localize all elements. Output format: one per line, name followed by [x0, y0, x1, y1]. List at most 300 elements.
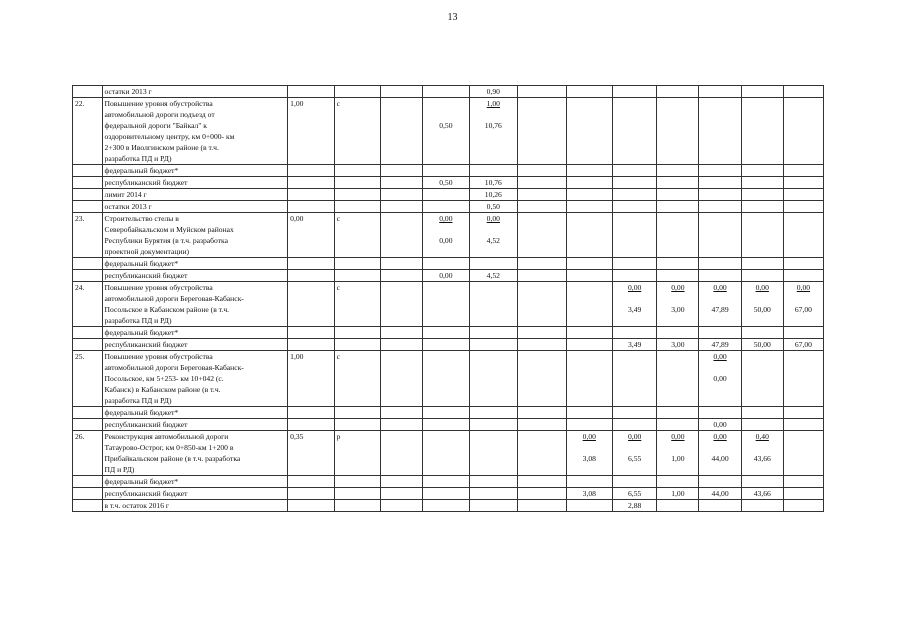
cell-c12	[783, 476, 823, 488]
cell-c4	[423, 98, 469, 165]
cell-c9	[657, 98, 699, 165]
cell-c10	[699, 213, 741, 258]
cell-c12	[783, 351, 823, 407]
cell-c7	[566, 488, 612, 500]
cell-c12	[783, 177, 823, 189]
description-line: федеральный бюджет*	[104, 408, 179, 417]
row-number	[73, 500, 103, 512]
cell-c11	[741, 98, 783, 165]
table-row	[73, 270, 824, 282]
cell-value	[615, 293, 654, 304]
cell-c2	[334, 86, 380, 98]
cell-c3	[380, 258, 422, 270]
cell-c8	[613, 98, 657, 165]
cell-c2: р	[334, 431, 380, 476]
cell-value	[425, 98, 466, 109]
cell-c1	[288, 201, 334, 213]
description-line: разработка ПД и РД)	[104, 396, 172, 405]
row-description	[102, 201, 288, 213]
cell-value	[472, 224, 516, 235]
cell-c2	[334, 165, 380, 177]
cell-c8	[613, 165, 657, 177]
cell-value	[701, 293, 738, 304]
cell-c7	[566, 407, 612, 419]
table-row	[73, 165, 824, 177]
cell-value: 0,00	[628, 283, 642, 292]
cell-value	[744, 442, 781, 453]
cell-c10	[699, 407, 741, 419]
cell-value	[659, 442, 696, 453]
cell-c5	[469, 189, 518, 201]
cell-c5	[469, 86, 518, 98]
cell-c7	[566, 213, 612, 258]
description-line: Республики Бурятия (в т.ч. разработка	[104, 236, 228, 245]
cell-c10	[699, 270, 741, 282]
cell-c3	[380, 407, 422, 419]
cell-c10	[699, 431, 741, 476]
cell-c2	[334, 488, 380, 500]
description-line: Реконструкция автомобильной дороги	[104, 432, 229, 441]
cell-c7	[566, 258, 612, 270]
cell-value: 0,00	[671, 283, 685, 292]
cell-c11	[741, 351, 783, 407]
cell-value	[659, 293, 696, 304]
cell-value: 0,00	[439, 214, 453, 223]
cell-c5	[469, 270, 518, 282]
description-line: республиканский бюджет	[104, 420, 188, 429]
cell-c8	[613, 431, 657, 476]
description-line: проектной документации)	[104, 247, 190, 256]
cell-value	[569, 442, 610, 453]
cell-c5	[469, 500, 518, 512]
cell-c10	[699, 500, 741, 512]
cell-c10	[699, 165, 741, 177]
cell-c8	[613, 213, 657, 258]
cell-c4	[423, 177, 469, 189]
cell-c11	[741, 431, 783, 476]
cell-c6	[518, 258, 567, 270]
cell-c11	[741, 282, 783, 327]
cell-c4	[423, 282, 469, 327]
cell-c2	[334, 189, 380, 201]
cell-c10	[699, 476, 741, 488]
cell-c7	[566, 98, 612, 165]
cell-c11	[741, 258, 783, 270]
cell-c9	[657, 351, 699, 407]
cell-c6	[518, 419, 567, 431]
cell-value: 0,00	[628, 432, 642, 441]
page-number: 13	[447, 12, 458, 23]
table-row	[73, 189, 824, 201]
cell-c1: 0,35	[288, 431, 334, 476]
cell-value: 0,50	[439, 121, 453, 130]
row-description	[102, 270, 288, 282]
table-row	[73, 476, 824, 488]
description-line: Повышение уровня обустройства	[104, 99, 213, 108]
cell-c4	[423, 270, 469, 282]
cell-c12	[783, 431, 823, 476]
cell-value	[472, 109, 516, 120]
cell-c3	[380, 500, 422, 512]
cell-c12	[783, 98, 823, 165]
cell-c5	[469, 351, 518, 407]
cell-c5	[469, 177, 518, 189]
table-row	[73, 86, 824, 98]
cell-value: 1,00	[486, 99, 500, 108]
cell-c7	[566, 270, 612, 282]
cell-c8	[613, 201, 657, 213]
cell-value: 0,50	[486, 202, 500, 211]
cell-c7	[566, 431, 612, 476]
cell-c8	[613, 270, 657, 282]
cell-value: 0,90	[486, 87, 500, 96]
row-description	[102, 177, 288, 189]
cell-c4	[423, 201, 469, 213]
cell-value: 0,00	[796, 283, 811, 292]
cell-c1: 0,00	[288, 213, 334, 258]
cell-value: 3,08	[582, 489, 596, 498]
cell-c6	[518, 270, 567, 282]
cell-c2	[334, 270, 380, 282]
cell-c9	[657, 213, 699, 258]
description-line: ПД и РД)	[104, 465, 135, 474]
cell-value: 0,00	[713, 374, 727, 383]
cell-c2	[334, 407, 380, 419]
cell-c8	[613, 351, 657, 407]
cell-c10	[699, 258, 741, 270]
table-row	[73, 177, 824, 189]
cell-c8	[613, 86, 657, 98]
cell-c1	[288, 339, 334, 351]
row-number: 26.	[73, 431, 103, 476]
description-line: разработка ПД и РД)	[104, 154, 172, 163]
cell-value: 43,66	[753, 454, 771, 463]
cell-c4	[423, 189, 469, 201]
cell-c10	[699, 201, 741, 213]
cell-c5	[469, 407, 518, 419]
cell-c9	[657, 86, 699, 98]
cell-c4	[423, 488, 469, 500]
row-description	[102, 431, 288, 476]
cell-c4	[423, 86, 469, 98]
cell-c7	[566, 282, 612, 327]
description-line: федеральный бюджет*	[104, 259, 179, 268]
cell-value: 50,00	[753, 305, 771, 314]
cell-c6	[518, 201, 567, 213]
cell-c1	[288, 488, 334, 500]
cell-c12	[783, 488, 823, 500]
cell-c10	[699, 488, 741, 500]
cell-c4	[423, 339, 469, 351]
cell-c7	[566, 201, 612, 213]
cell-c12	[783, 213, 823, 258]
cell-c10	[699, 86, 741, 98]
cell-c3	[380, 189, 422, 201]
cell-value	[425, 224, 466, 235]
cell-c1	[288, 258, 334, 270]
cell-value: 10,76	[484, 178, 502, 187]
cell-c11	[741, 488, 783, 500]
cell-value: 0,00	[486, 214, 500, 223]
cell-c1	[288, 419, 334, 431]
cell-c3	[380, 165, 422, 177]
cell-c11	[741, 189, 783, 201]
cell-c9	[657, 327, 699, 339]
row-description	[102, 213, 288, 258]
table-row	[73, 500, 824, 512]
cell-c6	[518, 327, 567, 339]
cell-c2	[334, 201, 380, 213]
table-row	[73, 201, 824, 213]
description-line: федеральный бюджет*	[104, 166, 179, 175]
cell-c3	[380, 270, 422, 282]
cell-value: 0,00	[713, 432, 727, 441]
cell-c12	[783, 339, 823, 351]
cell-c11	[741, 339, 783, 351]
cell-c3	[380, 201, 422, 213]
cell-c10	[699, 189, 741, 201]
description-line: разработка ПД и РД)	[104, 316, 172, 325]
cell-value: 47,89	[711, 340, 729, 349]
cell-c2: с	[334, 213, 380, 258]
cell-value	[744, 293, 781, 304]
row-description	[102, 339, 288, 351]
cell-c5	[469, 165, 518, 177]
cell-c4	[423, 419, 469, 431]
table-row	[73, 213, 824, 258]
cell-c4	[423, 407, 469, 419]
row-description	[102, 351, 288, 407]
cell-c11	[741, 500, 783, 512]
cell-c12	[783, 419, 823, 431]
cell-c1	[288, 407, 334, 419]
cell-c2	[334, 476, 380, 488]
cell-c7	[566, 476, 612, 488]
cell-c9	[657, 201, 699, 213]
cell-c9	[657, 500, 699, 512]
cell-c11	[741, 407, 783, 419]
cell-c1	[288, 165, 334, 177]
row-number	[73, 327, 103, 339]
cell-c6	[518, 339, 567, 351]
cell-value: 3,49	[628, 305, 642, 314]
cell-value: 50,00	[753, 340, 771, 349]
row-description	[102, 189, 288, 201]
cell-value: 3,08	[582, 454, 596, 463]
cell-c1: 1,00	[288, 351, 334, 407]
cell-c2	[334, 177, 380, 189]
cell-c1	[288, 327, 334, 339]
cell-c9	[657, 282, 699, 327]
description-line: автомобильной дороги подъезд от	[104, 110, 215, 119]
table-row	[73, 351, 824, 407]
description-line: Посольское, км 5+253- км 10+042 (с.	[104, 374, 224, 383]
row-number	[73, 189, 103, 201]
cell-c8	[613, 476, 657, 488]
cell-c11	[741, 270, 783, 282]
cell-value: 47,89	[711, 305, 729, 314]
cell-c6	[518, 488, 567, 500]
description-line: автомобильной дороги Береговая-Кабанск-	[104, 294, 244, 303]
cell-c2: с	[334, 282, 380, 327]
cell-c3	[380, 419, 422, 431]
cell-c6	[518, 282, 567, 327]
description-line: оздоровительному центру, км 0+000- км	[104, 132, 235, 141]
cell-c11	[741, 419, 783, 431]
cell-c6	[518, 500, 567, 512]
cell-c5	[469, 488, 518, 500]
cell-c1	[288, 270, 334, 282]
cell-c12	[783, 407, 823, 419]
cell-c12	[783, 165, 823, 177]
cell-c3	[380, 488, 422, 500]
cell-value: 6,55	[628, 454, 642, 463]
cell-c7	[566, 500, 612, 512]
cell-value: 1,00	[671, 489, 685, 498]
table-row	[73, 282, 824, 327]
cell-c8	[613, 419, 657, 431]
description-line: Кабанск) в Кабанском районе (в т.ч.	[104, 385, 221, 394]
cell-c9	[657, 339, 699, 351]
cell-c3	[380, 476, 422, 488]
description-line: республиканский бюджет	[104, 178, 188, 187]
cell-value: 0,50	[439, 178, 453, 187]
cell-c1	[288, 189, 334, 201]
cell-c9	[657, 488, 699, 500]
cell-c6	[518, 213, 567, 258]
description-line: республиканский бюджет	[104, 271, 188, 280]
cell-value: 67,00	[794, 340, 812, 349]
cell-c9	[657, 476, 699, 488]
cell-c11	[741, 327, 783, 339]
cell-value: 0,40	[755, 432, 769, 441]
cell-c10	[699, 327, 741, 339]
cell-value: 0,00	[582, 432, 596, 441]
cell-c6	[518, 407, 567, 419]
row-number	[73, 86, 103, 98]
cell-c2	[334, 258, 380, 270]
cell-value: 44,00	[711, 489, 729, 498]
budget-table	[72, 85, 824, 512]
cell-value: 0,00	[713, 352, 727, 361]
cell-c6	[518, 189, 567, 201]
row-description	[102, 327, 288, 339]
cell-c2	[334, 419, 380, 431]
cell-c10	[699, 419, 741, 431]
cell-c11	[741, 476, 783, 488]
cell-value: 0,00	[713, 420, 727, 429]
cell-value: 4,52	[486, 236, 500, 245]
cell-c12	[783, 500, 823, 512]
table-row	[73, 327, 824, 339]
cell-c9	[657, 165, 699, 177]
row-number: 25.	[73, 351, 103, 407]
cell-c9	[657, 407, 699, 419]
cell-c5	[469, 282, 518, 327]
cell-value: 44,00	[711, 454, 729, 463]
row-number	[73, 419, 103, 431]
cell-c4	[423, 500, 469, 512]
cell-c2	[334, 327, 380, 339]
cell-value: 1,00	[671, 454, 685, 463]
cell-c7	[566, 351, 612, 407]
cell-c6	[518, 476, 567, 488]
cell-c5	[469, 213, 518, 258]
cell-value	[615, 442, 654, 453]
cell-c12	[783, 270, 823, 282]
cell-c3	[380, 86, 422, 98]
cell-c1: 1,00	[288, 98, 334, 165]
cell-c4	[423, 476, 469, 488]
table-row	[73, 419, 824, 431]
cell-c1	[288, 476, 334, 488]
cell-c3	[380, 327, 422, 339]
cell-c1	[288, 177, 334, 189]
cell-c8	[613, 177, 657, 189]
cell-c8	[613, 339, 657, 351]
description-line: 2+300 в Иволгинском районе (в т.ч.	[104, 143, 219, 152]
cell-value: 10,26	[484, 190, 502, 199]
cell-c6	[518, 177, 567, 189]
row-number	[73, 339, 103, 351]
cell-c12	[783, 327, 823, 339]
description-line: республиканский бюджет	[104, 489, 188, 498]
row-description	[102, 488, 288, 500]
cell-c5	[469, 258, 518, 270]
cell-c12	[783, 282, 823, 327]
table-row	[73, 258, 824, 270]
cell-value	[701, 362, 738, 373]
row-number	[73, 201, 103, 213]
cell-c8	[613, 189, 657, 201]
row-number	[73, 165, 103, 177]
cell-value: 4,52	[486, 271, 500, 280]
description-line: федеральный бюджет*	[104, 328, 179, 337]
description-line: Татаурово-Острог, км 0+850-км 1+200 в	[104, 443, 234, 452]
cell-c4	[423, 165, 469, 177]
cell-c5	[469, 339, 518, 351]
cell-c7	[566, 165, 612, 177]
cell-c11	[741, 201, 783, 213]
cell-c7	[566, 177, 612, 189]
table-row	[73, 339, 824, 351]
cell-c2: с	[334, 98, 380, 165]
cell-value: 3,00	[671, 305, 685, 314]
row-description	[102, 86, 288, 98]
cell-c10	[699, 351, 741, 407]
cell-c3	[380, 177, 422, 189]
cell-c6	[518, 98, 567, 165]
cell-value	[786, 293, 821, 304]
cell-c3	[380, 431, 422, 476]
cell-c12	[783, 201, 823, 213]
table-row	[73, 488, 824, 500]
row-number: 24.	[73, 282, 103, 327]
table-row	[73, 407, 824, 419]
cell-c2	[334, 339, 380, 351]
row-description	[102, 419, 288, 431]
cell-c6	[518, 86, 567, 98]
cell-c8	[613, 500, 657, 512]
cell-c7	[566, 189, 612, 201]
row-description	[102, 165, 288, 177]
description-line: остатки 2013 г	[104, 87, 152, 96]
cell-value	[701, 442, 738, 453]
description-line: в т.ч. остаток 2016 г	[104, 501, 170, 510]
description-line: лимит 2014 г	[104, 190, 147, 199]
row-description	[102, 258, 288, 270]
description-line: федеральный бюджет*	[104, 477, 179, 486]
